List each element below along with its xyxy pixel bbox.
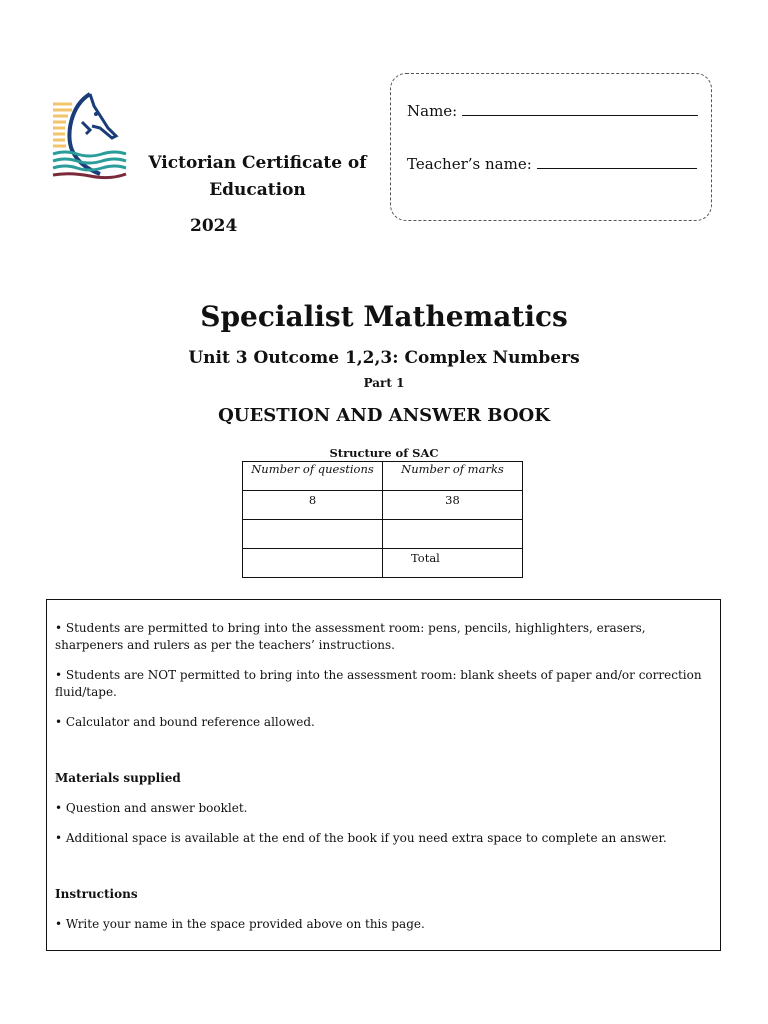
total-cell: Total [383, 549, 523, 578]
instructions-item: • Write your name in the space provided above on this page. [55, 917, 425, 931]
table-cell: 8 [243, 491, 383, 520]
materials-heading: Materials supplied [55, 771, 181, 785]
table-cell [383, 520, 523, 549]
rule-item: • Students are permitted to bring into the assessment room: pens, pencils, highlighters, erasers, sharpeners and rulers as per the teachers’ instructions. [55, 621, 646, 652]
part-label: Part 1 [363, 376, 405, 390]
table-row [243, 491, 523, 520]
teacher-name-label: Teacher’s name: [407, 155, 532, 173]
exam-year: 2024 [190, 216, 238, 236]
org-line-2: Education [209, 180, 306, 200]
subject-title: Specialist Mathematics [200, 300, 568, 333]
table-cell [243, 549, 383, 578]
materials-item: • Additional space is available at the end of the book if you need extra space to complete an answer. [55, 831, 667, 845]
header-marks: Number of marks [383, 462, 523, 491]
book-title: QUESTION AND ANSWER BOOK [218, 405, 550, 426]
name-line[interactable] [462, 114, 698, 116]
table-row [243, 520, 523, 549]
rule-item: • Students are NOT permitted to bring into the assessment room: blank sheets of paper and/or correction fluid/tape. [55, 668, 702, 699]
rules-box [46, 599, 721, 951]
name-label: Name: [407, 102, 458, 120]
rule-item: • Calculator and bound reference allowed. [55, 715, 315, 729]
org-line-1: Victorian Certificate of [148, 153, 367, 173]
table-cell: 38 [383, 491, 523, 520]
organisation-name [140, 150, 375, 204]
name-field[interactable] [407, 102, 698, 120]
structure-caption: Structure of SAC [329, 446, 439, 460]
structure-table [242, 461, 523, 578]
materials-item: • Question and answer booklet. [55, 801, 248, 815]
instructions-heading: Instructions [55, 887, 138, 901]
table-header-row [243, 462, 523, 491]
vcaa-logo [50, 88, 130, 188]
teacher-name-line[interactable] [537, 167, 697, 169]
student-name-box [390, 73, 712, 221]
unit-subtitle: Unit 3 Outcome 1,2,3: Complex Numbers [188, 348, 580, 368]
header-questions: Number of questions [243, 462, 383, 491]
teacher-name-field[interactable] [407, 155, 697, 173]
table-cell [243, 520, 383, 549]
table-row [243, 549, 523, 578]
logo-graphic [50, 88, 130, 188]
